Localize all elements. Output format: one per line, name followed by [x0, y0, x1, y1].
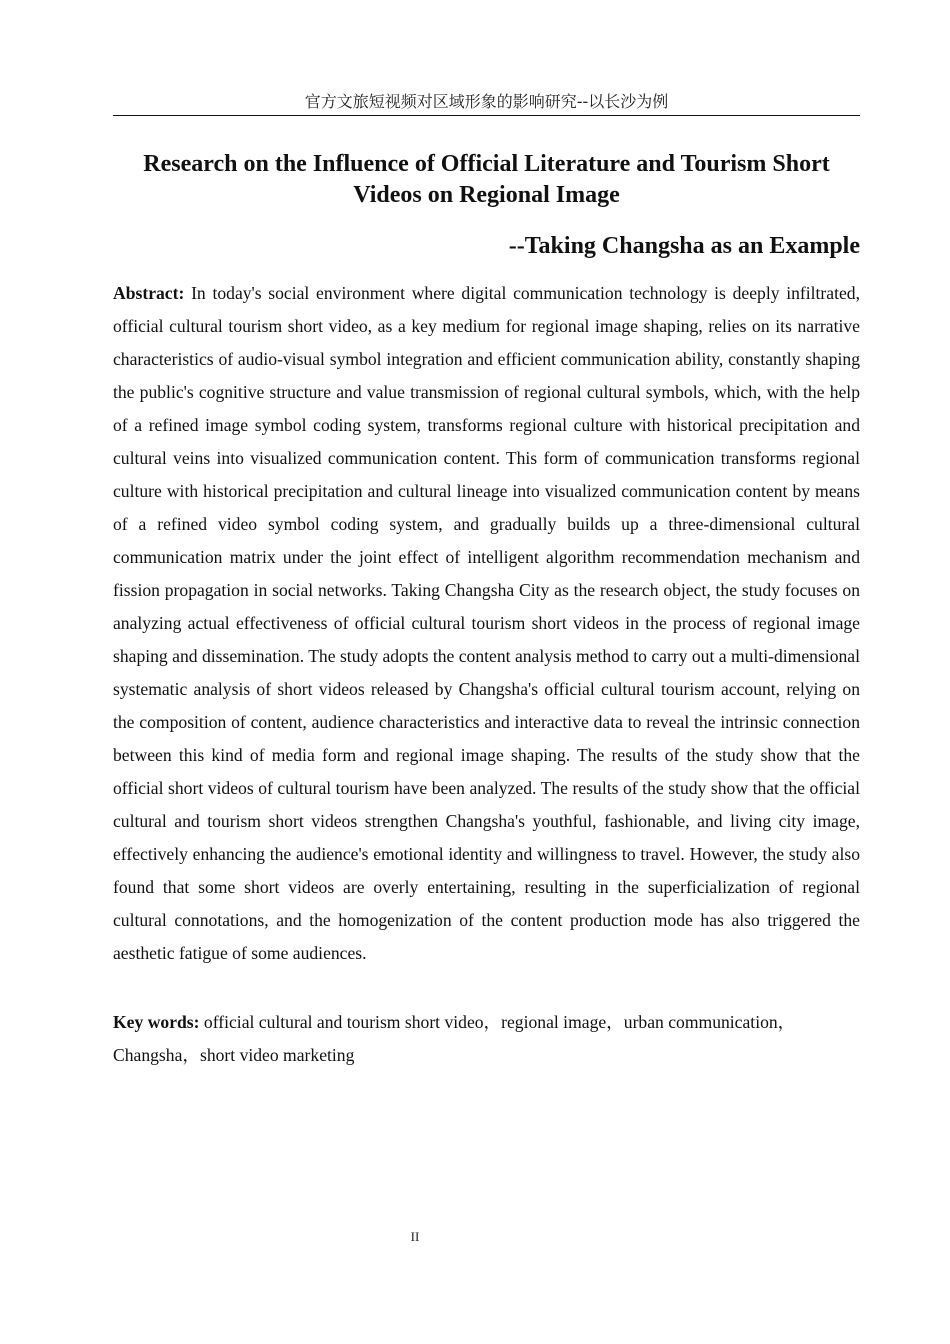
keywords-label: Key words:	[113, 1012, 200, 1032]
keywords-text: official cultural and tourism short video，regional image，urban communication，Changsha，short video marketing	[113, 1012, 796, 1065]
abstract-label: Abstract:	[113, 283, 185, 303]
abstract-paragraph	[113, 277, 860, 970]
abstract-text: In today's social environment where digital communication technology is deeply infiltrated, official cultural tourism short video, as a key medium for regional image shaping, relies on its narrative characteristics of audio-visual symbol integration and efficient communication ability, constantly shaping the public's cognitive structure and value transmission of regional cultural symbols, which, with the help of a refined image symbol coding system, transforms regional culture with historical precipitation and cultural veins into visualized communication content. This form of communication transforms regional culture with historical precipitation and cultural lineage into visualized communication content by means of a refined video symbol coding system, and gradually builds up a three-dimensional cultural communication matrix under the joint effect of intelligent algorithm recommendation mechanism and fission propagation in social networks. Taking Changsha City as the research object, the study focuses on analyzing actual effectiveness of official cultural tourism short videos in the process of regional image shaping and dissemination. The study adopts the content analysis method to carry out a multi-dimensional systematic analysis of short videos released by Changsha's official cultural tourism account, relying on the composition of content, audience characteristics and interactive data to reveal the intrinsic connection between this kind of media form and regional image shaping. The results of the study show that the official short videos of cultural tourism have been analyzed. The results of the study show that the official cultural and tourism short videos strengthen Changsha's youthful, fashionable, and living city image, effectively enhancing the audience's emotional identity and willingness to travel. However, the study also found that some short videos are overly entertaining, resulting in the superficialization of regional cultural connotations, and the homogenization of the content production mode has also triggered the aesthetic fatigue of some audiences.	[113, 283, 860, 963]
paper-subtitle: --Taking Changsha as an Example	[508, 233, 860, 259]
running-header: 官方文旅短视频对区域形象的影响研究--以长沙为例	[304, 92, 669, 111]
paper-title: Research on the Influence of Official Literature and Tourism Short Videos on Regional Image	[143, 151, 830, 208]
keywords-paragraph	[113, 1006, 860, 1072]
page-number: II	[410, 1229, 420, 1244]
header-divider	[113, 115, 860, 116]
